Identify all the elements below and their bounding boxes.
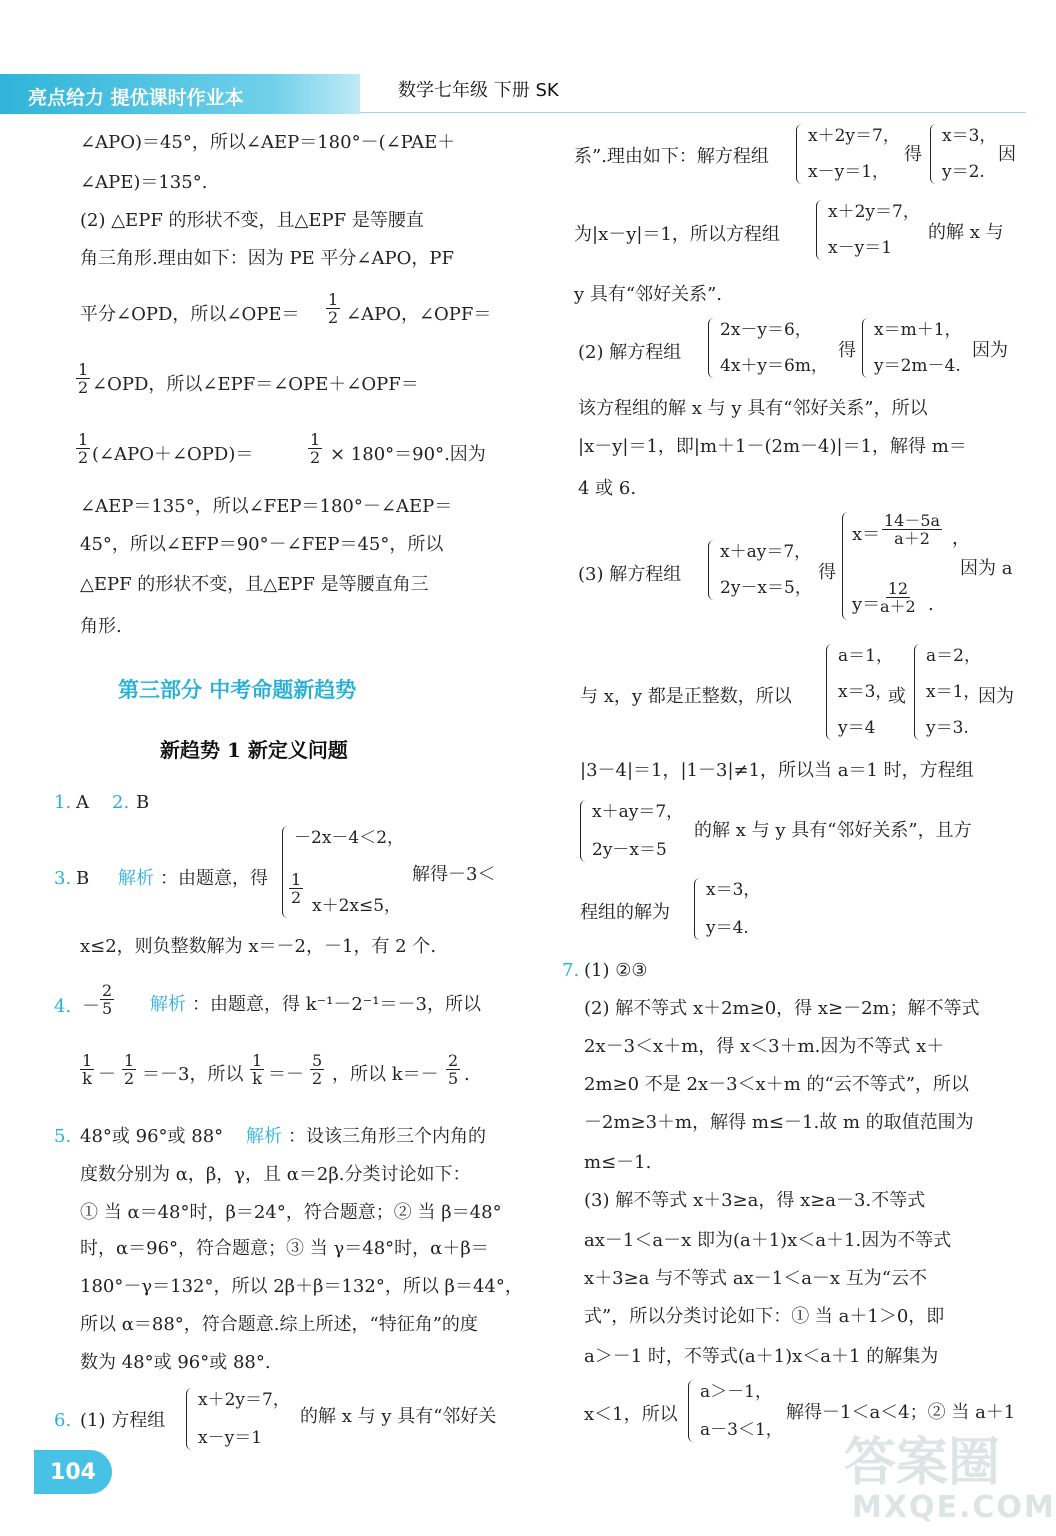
answer: A (76, 792, 89, 813)
text-line: ∠APO，∠OPF＝ (346, 304, 492, 325)
fraction-x-solution: $\frac{14-5a}{a+2}$ (884, 511, 941, 548)
fraction-half: $\frac{1}{2}$ (291, 870, 302, 907)
header-rule (360, 112, 1026, 113)
text-line: 与 x，y 都是正整数，所以 (580, 686, 792, 707)
question-number: 5. (54, 1126, 72, 1147)
text-line: △EPF 的形状不变，且△EPF 是等腰直角三 (80, 574, 429, 595)
fraction-two-fifths: $\frac{2}{5}$ (448, 1051, 459, 1088)
equation-system: x＋2y＝7， x－y＝1 (186, 1388, 290, 1450)
solution-system: x＝3， y＝4. (694, 878, 760, 940)
text-line: (1) 方程组 (80, 1410, 166, 1431)
text-line: 解得－3＜ (412, 864, 496, 885)
text-line: ：由题意，得 k⁻¹－2⁻¹＝－3，所以 (192, 994, 481, 1015)
question-number: 2. (112, 792, 130, 813)
solution-system: a＝2， x＝1， y＝3. (914, 644, 981, 740)
text-line: 角三角形.理由如下：因为 PE 平分∠APO，PF (80, 248, 454, 269)
text-line: 系”.理由如下：解方程组 (574, 146, 769, 167)
text-line: 因为 a (960, 558, 1013, 579)
text-comma: ， (952, 528, 970, 549)
answer: B (136, 792, 150, 813)
text-line: × 180°＝90°.因为 (330, 444, 486, 465)
text-line: 45°，所以∠EFP＝90°－∠FEP＝45°，所以 (80, 534, 444, 555)
text-line: (∠APO＋∠OPD)＝ (92, 444, 254, 465)
subject-title: 数学七年级 下册 SK (398, 80, 559, 101)
text-line: y 具有“邻好关系”. (574, 284, 723, 305)
text-line: 因为 (972, 340, 1008, 361)
fraction-two-fifths: $\frac{2}{5}$ (102, 981, 113, 1018)
solution-x-label: x＝ (852, 524, 881, 545)
text-line: 得 (818, 562, 836, 583)
text-line: m≤－1. (584, 1152, 652, 1173)
text-line: 时，α＝96°，符合题意；③ 当 γ＝48°时，α＋β＝ (80, 1238, 489, 1259)
text-line: 2x－3＜x＋m，得 x＜3＋m.因为不等式 x＋ (584, 1036, 945, 1057)
solution-y-label: y＝ (852, 594, 881, 615)
answer: B (76, 868, 90, 889)
text-sign: － (98, 1064, 116, 1085)
text-period: . (928, 594, 934, 615)
equation-system: x＋ay＝7， 2y－x＝5 (580, 800, 683, 862)
text-line: 180°－γ＝132°，所以 2β＋β＝132°，所以 β＝44°， (80, 1276, 523, 1297)
text-line: 所以 α＝88°，符合题意.综上所述，“特征角”的度 (80, 1314, 478, 1335)
part-title: 第三部分 中考命题新趋势 (118, 678, 357, 702)
equation-system: x＋2y＝7， x－y＝1， (796, 124, 900, 184)
equation-system: x＋ay＝7， 2y－x＝5， (708, 540, 812, 600)
text-line: ：设该三角形三个内角的 (288, 1126, 486, 1147)
text-line: (3) 解不等式 x＋3≥a，得 x≥a－3.不等式 (584, 1190, 926, 1211)
answer: (1) ②③ (584, 960, 648, 981)
text-line: (2) 解方程组 (578, 342, 682, 363)
text-line: 2m≥0 不是 2x－3＜x＋m 的“云不等式”，所以 (584, 1074, 969, 1095)
text-line: x＜1，所以 (584, 1404, 678, 1425)
text-line: 平分∠OPD，所以∠OPE＝ (80, 304, 300, 325)
fraction-half: $\frac{1}{2}$ (328, 290, 339, 327)
solution-system: x＝m＋1， y＝2m－4. (862, 318, 962, 378)
text-line: (3) 解方程组 (578, 564, 682, 585)
fraction-half: $\frac{1}{2}$ (310, 430, 321, 467)
text-line: 为|x－y|＝1，所以方程组 (574, 224, 780, 245)
text-line: 该方程组的解 x 与 y 具有“邻好关系”，所以 (578, 398, 928, 419)
equation-system: 2x－y＝6， 4x＋y＝6m， (708, 318, 828, 378)
inequality-system: a＞－1， a－3＜1， (688, 1380, 783, 1442)
text-line: . (464, 1064, 470, 1085)
inequality-system: －2x－4＜2， x＋2x≤5， (282, 826, 404, 918)
text-line: 解得－1＜a＜4；② 当 a＋1 (786, 1402, 1016, 1423)
text-line: ∠AEP＝135°，所以∠FEP＝180°－∠AEP＝ (80, 496, 453, 517)
text-line: ① 当 α＝48°时，β＝24°，符合题意；② 当 β＝48° (80, 1202, 502, 1223)
fraction-one-over-k: $\frac{1}{k}$ (82, 1051, 93, 1088)
fraction-five-halves: $\frac{5}{2}$ (312, 1051, 323, 1088)
text-line: ∠OPD，所以∠EPF＝∠OPE＋∠OPF＝ (92, 374, 419, 395)
answer: 48°或 96°或 88° (80, 1126, 224, 1147)
text-line: x≤2，则负整数解为 x＝－2，－1，有 2 个. (80, 936, 437, 957)
text-line: 的解 x 与 (928, 222, 1004, 243)
text-line: 得 (838, 340, 856, 361)
text-line: 因 (998, 144, 1016, 165)
text-line: 的解 x 与 y 具有“邻好关 (300, 1406, 497, 1427)
text-line: 数为 48°或 96°或 88°. (80, 1352, 271, 1373)
question-number: 3. (54, 868, 72, 889)
watermark-logo: 答案圈 MXQE.COM (844, 1433, 1056, 1525)
fraction-one-over-k: $\frac{1}{k}$ (252, 1051, 263, 1088)
trend-title: 新趋势 1 新定义问题 (160, 738, 348, 762)
solution-brace (842, 512, 851, 620)
text-line: 角形. (80, 616, 122, 637)
analysis-label: 解析 (246, 1126, 282, 1147)
text-line: |3－4|＝1，|1－3|≠1，所以当 a＝1 时，方程组 (580, 760, 974, 781)
text-line: 因为 (978, 686, 1014, 707)
text-line: 程组的解为 (580, 902, 670, 923)
solution-system: a＝1， x＝3， y＝4 (826, 644, 893, 740)
fraction-half: $\frac{1}{2}$ (78, 360, 89, 397)
text-line: |x－y|＝1，即|m＋1－(2m－4)|＝1，解得 m＝ (578, 436, 967, 457)
fraction-half: $\frac{1}{2}$ (124, 1051, 135, 1088)
text-line: a＞－1 时，不等式(a＋1)x＜a＋1 的解集为 (584, 1346, 939, 1367)
brand-title: 亮点给力 提优课时作业本 (28, 87, 244, 109)
text-line: 度数分别为 α，β，γ，且 α＝2β.分类讨论如下： (80, 1164, 471, 1185)
text-line: 或 (888, 686, 906, 707)
text-line: (2) △EPF 的形状不变，且△EPF 是等腰直 (80, 210, 424, 231)
question-number: 4. (54, 996, 72, 1017)
text-line: ，所以 k＝－ (332, 1064, 439, 1085)
question-number: 7. (562, 960, 580, 981)
text-line: －2m≥3＋m，解得 m≤－1.故 m 的取值范围为 (584, 1112, 974, 1133)
text-line: ax－1＜a－x 即为(a＋1)x＜a＋1.因为不等式 (584, 1230, 952, 1251)
question-number: 6. (54, 1410, 72, 1431)
question-number: 1. (54, 792, 72, 813)
analysis-label: 解析 (118, 868, 154, 889)
page-number: 104 (34, 1450, 112, 1494)
equation-system: x＋2y＝7， x－y＝1 (816, 200, 920, 260)
answer-sign: － (82, 996, 100, 1017)
analysis-label: 解析 (150, 994, 186, 1015)
text-line: x＋3≥a 与不等式 ax－1＜a－x 互为“云不 (584, 1268, 928, 1289)
text-line: 得 (904, 144, 922, 165)
text-line: 式”，所以分类讨论如下：① 当 a＋1＞0，即 (584, 1306, 945, 1327)
text-line: ＝－3，所以 (142, 1064, 244, 1085)
solution-system: x＝3， y＝2. (930, 124, 996, 184)
text-line: (2) 解不等式 x＋2m≥0，得 x≥－2m；解不等式 (584, 998, 980, 1019)
text-line: 4 或 6. (578, 478, 637, 499)
fraction-half: $\frac{1}{2}$ (78, 430, 89, 467)
text-line: ＝－ (268, 1064, 304, 1085)
fraction-y-solution: $\frac{12}{a+2}$ (880, 579, 916, 616)
text-line: ∠APE)＝135°. (80, 172, 208, 193)
text-line: ：由题意，得 (160, 868, 268, 889)
text-line: ∠APO)＝45°，所以∠AEP＝180°－(∠PAE＋ (80, 132, 456, 153)
text-line: 的解 x 与 y 具有“邻好关系”，且方 (694, 820, 972, 841)
